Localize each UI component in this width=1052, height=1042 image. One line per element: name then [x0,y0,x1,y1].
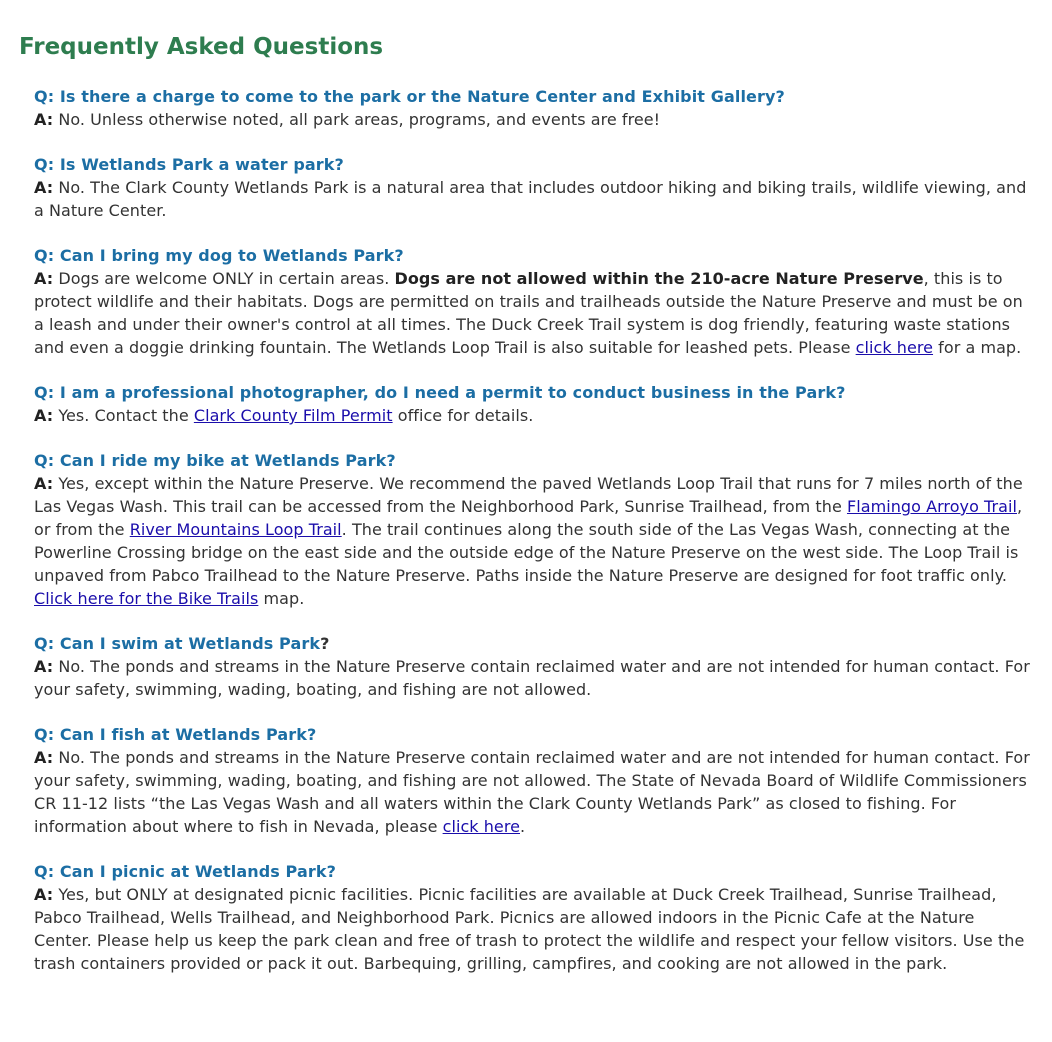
answer-text: . [520,817,526,836]
question-prefix: Q: [34,725,60,744]
faq-answer [34,267,1034,359]
faq-item-charge [34,85,1034,131]
answer-text: office for details. [392,406,534,425]
faq-question [34,244,1034,267]
faq-item-dogs [34,244,1034,359]
question-text: Can I swim at Wetlands Park [59,634,321,653]
faq-question [34,632,1034,655]
answer-prefix: A: [34,178,54,197]
answer-prefix: A: [34,474,54,493]
question-prefix: Q: [34,87,60,106]
answer-text: Yes. Contact the [53,406,194,425]
answer-prefix: A: [34,110,54,129]
answer-bold-text: Dogs are not allowed within the 210-acre Nature Preserve [394,269,924,288]
answer-prefix: A: [34,885,54,904]
answer-prefix: A: [34,269,54,288]
question-text: I am a professional photographer, do I need a permit to conduct business in the Park? [59,383,846,402]
question-suffix: ? [320,634,330,653]
answer-text: , or from the [34,497,1023,539]
page-title: Frequently Asked Questions [19,34,384,60]
faq-question [34,449,1034,472]
river-mountains-loop-trail-link[interactable]: River Mountains Loop Trail [129,520,342,539]
faq-item-water-park [34,153,1034,222]
answer-text: Dogs are welcome ONLY in certain areas. [53,269,395,288]
faq-answer [34,176,1034,222]
faq-answer [34,655,1034,701]
question-text: Is there a charge to come to the park or the Nature Center and Exhibit Gallery? [59,87,785,106]
dog-map-link[interactable]: click here [855,338,934,357]
fishing-info-link[interactable]: click here [442,817,520,836]
faq-item-fish [34,723,1034,838]
question-prefix: Q: [34,383,60,402]
question-prefix: Q: [34,634,60,653]
answer-prefix: A: [34,657,54,676]
film-permit-link[interactable]: Clark County Film Permit [193,406,393,425]
question-prefix: Q: [34,246,60,265]
answer-text: , this is to protect wildlife and their habitats. Dogs are permitted on trails and trailheads outside the Nature Preserve and must be on a leash and under their owner's control at all times. The Duck Creek Trail system is dog friendly, featuring waste stations and even a doggie drinking fountain. The Wetlands Loop Trail is also suitable for leashed pets. Please [34,269,1023,357]
faq-question [34,860,1034,883]
faq-item-swim [34,632,1034,701]
answer-text: No. The Clark County Wetlands Park is a natural area that includes outdoor hiking and biking trails, wildlife viewing, and a Nature Center. [34,178,1027,220]
faq-question [34,85,1034,108]
faq-answer [34,472,1034,610]
question-text: Can I picnic at Wetlands Park? [59,862,336,881]
question-text: Can I fish at Wetlands Park? [59,725,317,744]
faq-item-photographer [34,381,1034,427]
faq-answer [34,108,1034,131]
bike-trails-map-link[interactable]: Click here for the Bike Trails [34,589,259,608]
flamingo-arroyo-trail-link[interactable]: Flamingo Arroyo Trail [846,497,1017,516]
answer-text: for a map. [933,338,1022,357]
answer-text: No. The ponds and streams in the Nature Preserve contain reclaimed water and are not intended for human contact. For your safety, swimming, wading, boating, and fishing are not allowed. The State of Nevada Board of Wildlife Commissioners CR 11-12 lists “the Las Vegas Wash and all waters within the Clark County Wetlands Park” as closed to fishing. For information about where to fish in Nevada, please [34,748,1030,836]
faq-list [34,85,1034,997]
faq-question [34,153,1034,176]
answer-text: . The trail continues along the south side of the Las Vegas Wash, connecting at the Powerline Crossing bridge on the east side and the outside edge of the Nature Preserve on the west side. The Loop Trail is unpaved from Pabco Trailhead to the Nature Preserve. Paths inside the Nature Preserve are designed for foot traffic only. [34,520,1019,585]
question-prefix: Q: [34,862,60,881]
question-text: Can I ride my bike at Wetlands Park? [59,451,396,470]
question-text: Is Wetlands Park a water park? [59,155,344,174]
faq-answer [34,883,1034,975]
answer-text: Yes, except within the Nature Preserve. We recommend the paved Wetlands Loop Trail that runs for 7 miles north of the Las Vegas Wash. This trail can be accessed from the Neighborhood Park, Sunrise Trailhead, from the [34,474,1023,516]
answer-text: map. [258,589,305,608]
faq-item-picnic [34,860,1034,975]
question-text: Can I bring my dog to Wetlands Park? [59,246,404,265]
faq-question [34,723,1034,746]
answer-prefix: A: [34,748,54,767]
question-prefix: Q: [34,451,60,470]
faq-answer [34,404,1034,427]
faq-answer [34,746,1034,838]
answer-text: No. Unless otherwise noted, all park areas, programs, and events are free! [53,110,661,129]
answer-prefix: A: [34,406,54,425]
question-prefix: Q: [34,155,60,174]
answer-text: No. The ponds and streams in the Nature Preserve contain reclaimed water and are not intended for human contact. For your safety, swimming, wading, boating, and fishing are not allowed. [34,657,1030,699]
faq-question [34,381,1034,404]
answer-text: Yes, but ONLY at designated picnic facilities. Picnic facilities are available at Duck Creek Trailhead, Sunrise Trailhead, Pabco Trailhead, Wells Trailhead, and Neighborhood Park. Picnics are allowed indoors in the Picnic Cafe at the Nature Center. Please help us keep the park clean and free of trash to protect the wildlife and respect your fellow visitors. Use the trash containers provided or pack it out. Barbequing, grilling, campfires, and cooking are not allowed in the park. [34,885,1025,973]
faq-item-bike [34,449,1034,610]
